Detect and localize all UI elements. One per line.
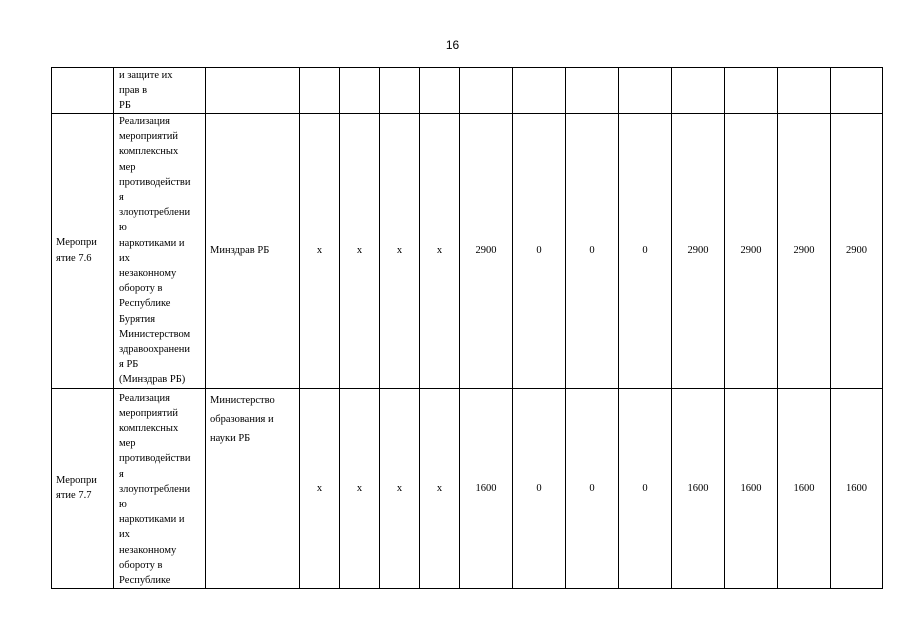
- value-cell: 0: [566, 388, 619, 589]
- row-name-cell: Реализация мероприятий комплексных мер противодействи я злоупотреблени ю наркотиками и их незаконному обороту в Республике: [114, 388, 206, 589]
- value-cell: х: [300, 388, 340, 589]
- value-cell: 0: [619, 114, 672, 389]
- program-table: [51, 67, 883, 589]
- table-row: [52, 114, 883, 389]
- value-cell: х: [420, 388, 460, 589]
- value-cell: [566, 68, 619, 114]
- value-cell: [725, 68, 778, 114]
- value-cell: [380, 68, 420, 114]
- value-cell: х: [300, 114, 340, 389]
- row-executor-cell: Министерство образования и науки РБ: [206, 388, 300, 589]
- value-cell: 2900: [460, 114, 513, 389]
- row-id-cell: [52, 68, 114, 114]
- value-cell: х: [380, 114, 420, 389]
- value-cell: [340, 68, 380, 114]
- value-cell: 1600: [831, 388, 883, 589]
- value-cell: [420, 68, 460, 114]
- value-cell: 2900: [778, 114, 831, 389]
- row-id-cell: Меропри ятие 7.7: [52, 388, 114, 589]
- value-cell: [300, 68, 340, 114]
- page-number: 16: [445, 38, 460, 52]
- table-row: [52, 68, 883, 114]
- value-cell: [778, 68, 831, 114]
- row-name-cell: и защите их прав в РБ: [114, 68, 206, 114]
- value-cell: 0: [513, 114, 566, 389]
- value-cell: 1600: [672, 388, 725, 589]
- row-name-cell: Реализация мероприятий комплексных мер противодействи я злоупотреблени ю наркотиками и их незаконному обороту в Республике Бурятия Министерством здравоохранени я РБ (Минздрав РБ): [114, 114, 206, 389]
- value-cell: [460, 68, 513, 114]
- row-executor-cell: [206, 68, 300, 114]
- value-cell: х: [340, 114, 380, 389]
- value-cell: 1600: [460, 388, 513, 589]
- value-cell: 1600: [778, 388, 831, 589]
- value-cell: 0: [619, 388, 672, 589]
- value-cell: х: [340, 388, 380, 589]
- value-cell: [513, 68, 566, 114]
- value-cell: х: [380, 388, 420, 589]
- value-cell: 2900: [672, 114, 725, 389]
- row-id-cell: Меропри ятие 7.6: [52, 114, 114, 389]
- row-executor-cell: Минздрав РБ: [206, 114, 300, 389]
- value-cell: [672, 68, 725, 114]
- value-cell: [831, 68, 883, 114]
- table-row: [52, 388, 883, 589]
- value-cell: [619, 68, 672, 114]
- value-cell: 2900: [831, 114, 883, 389]
- value-cell: 1600: [725, 388, 778, 589]
- value-cell: 0: [566, 114, 619, 389]
- value-cell: 0: [513, 388, 566, 589]
- value-cell: х: [420, 114, 460, 389]
- value-cell: 2900: [725, 114, 778, 389]
